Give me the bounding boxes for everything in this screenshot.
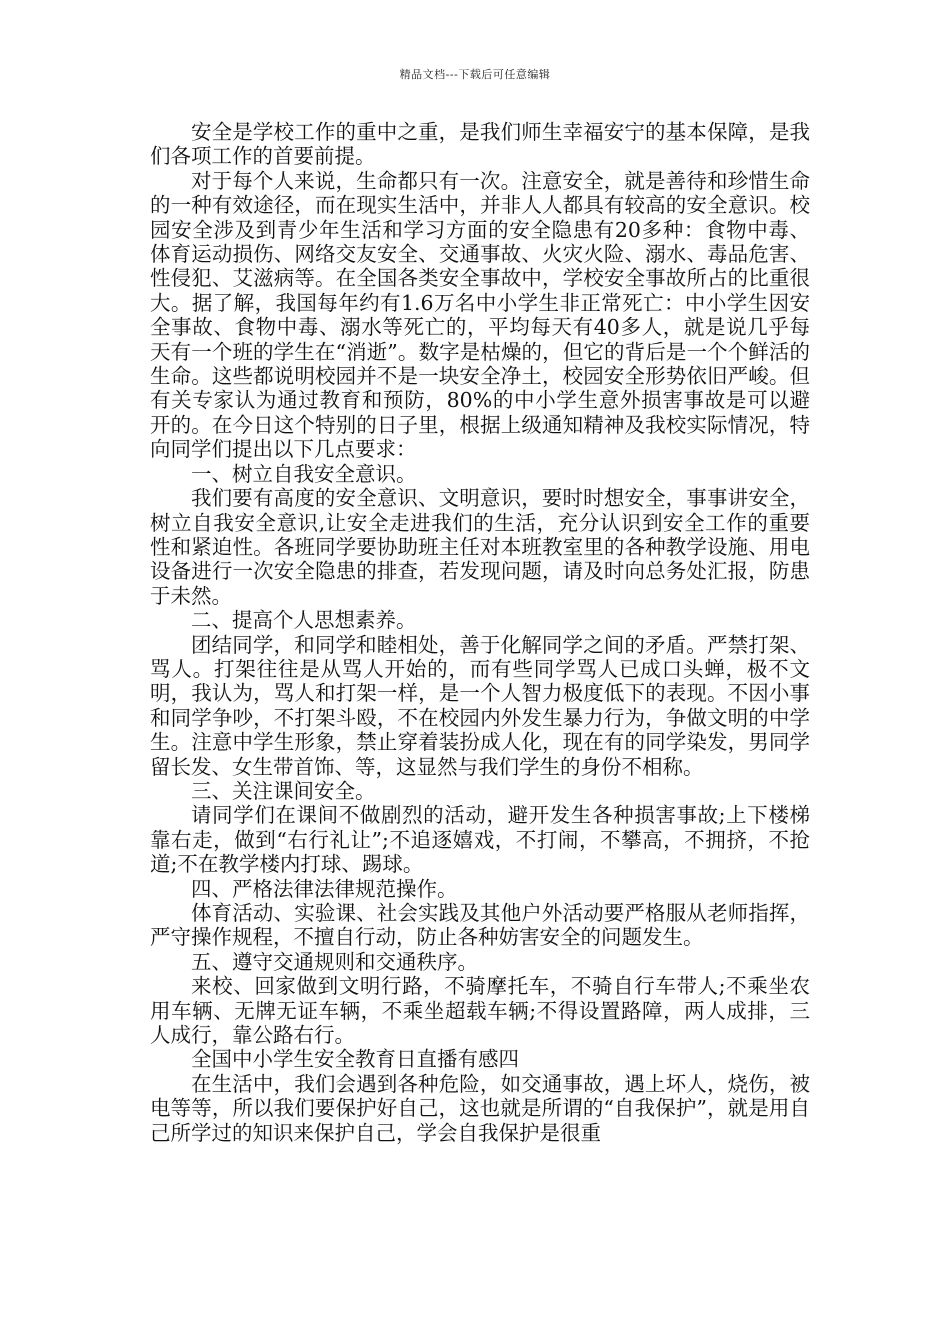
paragraph-section-5: 来校、回家做到文明行路，不骑摩托车，不骑自行车带人;不乘坐农用车辆、无牌无证车辆，不乘坐超载车辆;不得设置路障，两人成排，三人成行，靠公路右行。 <box>150 974 810 1048</box>
section-heading-3: 三、关注课间安全。 <box>191 778 376 803</box>
section-heading-2: 二、提高个人思想素养。 <box>191 608 417 633</box>
page-header: 精品文档---下载后可任意编辑 <box>399 68 551 81</box>
section-heading-5: 五、遵守交通规则和交通秩序。 <box>191 949 478 974</box>
paragraph-article-4: 在生活中，我们会遇到各种危险，如交通事故，遇上坏人，烧伤，被电等等，所以我们要保护好自己，这也就是所谓的“自我保护”，就是用自己所学过的知识来保护自己，学会自我保护是很重 <box>150 1071 810 1145</box>
paragraph-section-2: 团结同学，和同学和睦相处，善于化解同学之间的矛盾。严禁打架、骂人。打架往往是从骂人开始的，而有些同学骂人已成口头蝉，极不文明，我认为，骂人和打架一样，是一个人智力极度低下的表现。不因小事和同学争吵，不打架斗殴，不在校园内外发生暴力行为，争做文明的中学生。注意中学生形象，禁止穿着装扮成人化，现在有的同学染发，男同学留长发、女生带首饰、等，这显然与我们学生的身份不相称。 <box>150 632 810 779</box>
article-title-4: 全国中小学生安全教育日直播有感四 <box>191 1047 519 1072</box>
paragraph-safety-importance: 对于每个人来说，生命都只有一次。注意安全，就是善待和珍惜生命的一种有效途径，而在现实生活中，并非人人都具有较高的安全意识。校园安全涉及到青少年生活和学习方面的安全隐患有20多种：食物中毒、体育运动损伤、网络交友安全、交通事故、火灾火险、溺水、毒品危害、性侵犯、艾滋病等。在全国各类安全事故中，学校安全事故所占的比重很大。据了解，我国每年约有1.6万名中小学生非正常死亡：中小学生因安全事故、食物中毒、溺水等死亡的，平均每天有40多人，就是说几乎每天有一个班的学生在“消逝”。数字是枯燥的，但它的背后是一个个鲜活的生命。这些都说明校园并不是一块安全净土，校园安全形势依旧严峻。但有关专家认为通过教育和预防，80%的中小学生意外损害事故是可以避开的。在今日这个特别的日子里，根据上级通知精神及我校实际情况，特向同学们提出以下几点要求： <box>150 168 810 462</box>
section-heading-4: 四、严格法律法律规范操作。 <box>191 876 458 901</box>
section-heading-1: 一、树立自我安全意识。 <box>191 461 417 486</box>
document-body <box>150 120 810 1145</box>
paragraph-section-4: 体育活动、实验课、社会实践及其他户外活动要严格服从老师指挥，严守操作规程，不擅自行动，防止各种妨害安全的问题发生。 <box>150 901 810 950</box>
paragraph-intro: 安全是学校工作的重中之重，是我们师生幸福安宁的基本保障，是我们各项工作的首要前提。 <box>150 120 810 169</box>
paragraph-section-1: 我们要有高度的安全意识、文明意识，要时时想安全，事事讲安全，树立自我安全意识,让安全走进我们的生活，充分认识到安全工作的重要性和紧迫性。各班同学要协助班主任对本班教室里的各种教学设施、用电设备进行一次安全隐患的排查，若发现问题，请及时向总务处汇报，防患于未然。 <box>150 486 810 608</box>
paragraph-section-3: 请同学们在课间不做剧烈的活动，避开发生各种损害事故;上下楼梯靠右走，做到“右行礼让”;不追逐嬉戏，不打闹，不攀高，不拥挤，不抢道;不在教学楼内打球、踢球。 <box>150 803 810 877</box>
